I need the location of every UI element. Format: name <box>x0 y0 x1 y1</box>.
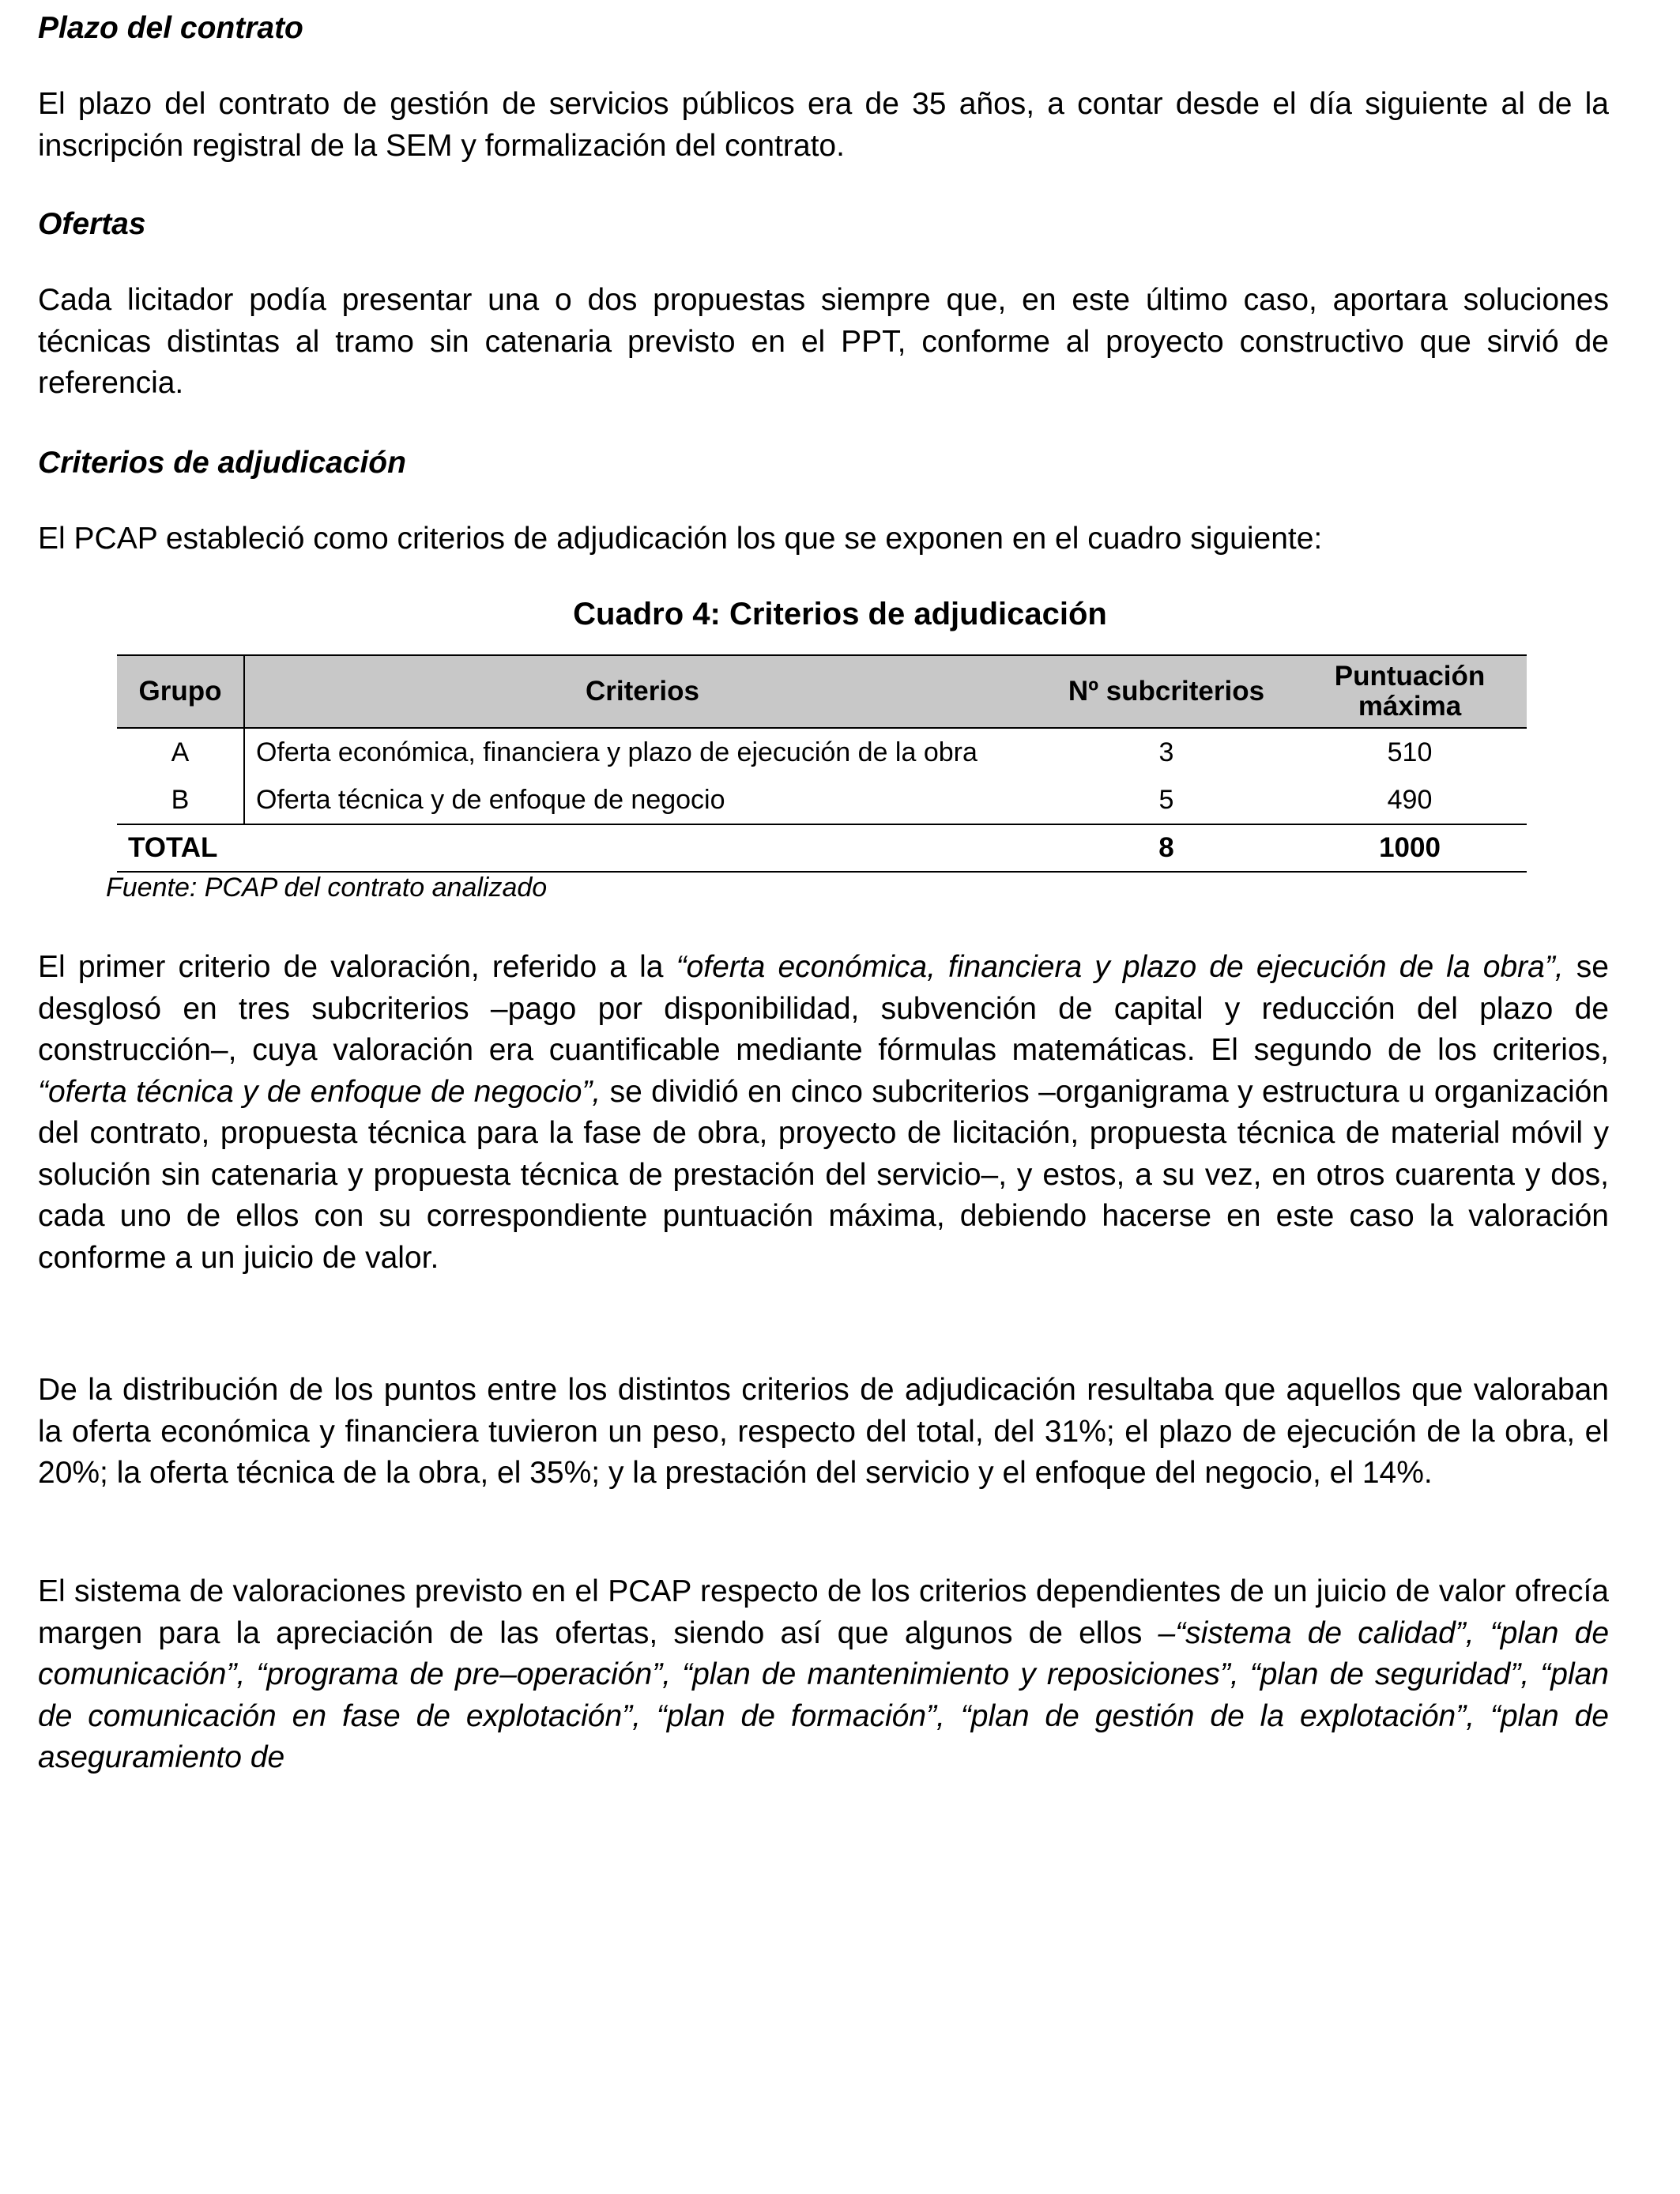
table-total-row <box>117 824 1527 872</box>
section-ofertas-body <box>38 280 1609 405</box>
text-run-italic: –“sistema de calidad”, “plan de comunicación”, “programa de pre–operación”, “plan de mantenimiento y reposiciones”, “plan de seguridad”, “plan de comunicación en fase de explotación”, “plan de formación”, “plan de gestión de la explotación”, “plan de aseguramiento de <box>38 1615 1610 1774</box>
header-grupo: Grupo <box>117 655 244 728</box>
cell-subcriterios: 3 <box>1158 737 1174 767</box>
section-heading: Plazo del contrato <box>38 11 303 45</box>
paragraph: De la distribución de los puntos entre los distintos criterios de adjudicación resultaba que aquellos que valoraban la oferta económica y financiera tuvieron un peso, respecto del total, del 31%; el plazo de ejecución de la obra, el 20%; la oferta técnica de la obra, el 35%; y la prestación del servicio y el enfoque del negocio, el 14%. <box>38 1373 1609 1490</box>
text-run: se desglosó en tres subcriterios –pago por disponibilidad, subvención de capital y reducción del plazo de construcción–, cuya valoración era cuantificable mediante fórmulas matemáticas. El segundo de los criterios, <box>38 950 1609 1067</box>
cell-criterio: Oferta económica, financiera y plazo de ejecución de la obra <box>256 737 977 767</box>
cell-grupo: A <box>117 728 244 776</box>
text-run-italic: “oferta técnica y de enfoque de negocio”, <box>38 1074 601 1109</box>
cell-total-puntuacion: 1000 <box>1293 824 1527 872</box>
table-source: Fuente: PCAP del contrato analizado <box>106 873 548 903</box>
paragraph: El PCAP estableció como criterios de adjudicación los que se exponen en el cuadro siguiente: <box>38 522 1323 556</box>
cell-puntuacion: 510 <box>1387 737 1433 767</box>
section-heading: Ofertas <box>38 207 146 241</box>
paragraph <box>38 947 1609 1279</box>
criteria-table <box>117 654 1527 873</box>
cell-subcriterios: 5 <box>1158 785 1174 815</box>
section-criterios <box>38 444 1609 482</box>
section-plazo-body <box>38 84 1609 167</box>
text-run: El primer criterio de valoración, referido a la <box>38 950 676 984</box>
text-run-italic: “oferta económica, financiera y plazo de ejecución de la obra”, <box>676 950 1564 984</box>
header-puntuacion <box>1293 655 1527 728</box>
header-subcriterios: Nº subcriterios <box>1040 655 1293 728</box>
paragraph-sistema-valoraciones <box>38 1571 1609 1779</box>
section-plazo <box>38 9 1609 47</box>
header-puntuacion-line2: máxima <box>1358 691 1462 722</box>
text-run: El sistema de valoraciones previsto en el PCAP respecto de los criterios dependientes de un juicio de valor ofrecía margen para la apreciación de las ofertas, siendo así que algunos de ellos <box>38 1574 1609 1650</box>
paragraph-primer-criterio <box>38 947 1609 1279</box>
paragraph: El plazo del contrato de gestión de servicios públicos era de 35 años, a contar desde el día siguiente al de la inscripción registral de la SEM y formalización del contrato. <box>38 87 1609 163</box>
text-run: se dividió en cinco subcriterios –organigrama y estructura u organización del contrato, propuesta técnica para la fase de obra, proyecto de licitación, propuesta técnica de material móvil y solución sin catenaria y propuesta técnica de prestación del servicio–, y estos, a su vez, en otros cuarenta y dos, cada uno de ellos con su correspondiente puntuación máxima, debiendo hacerse en este caso la valoración conforme a un juicio de valor. <box>38 1074 1609 1275</box>
table-caption: Cuadro 4: Criterios de adjudicación <box>573 597 1107 631</box>
section-heading: Criterios de adjudicación <box>38 446 406 480</box>
table-row <box>117 728 1527 776</box>
paragraph-distribucion <box>38 1370 1609 1495</box>
cell-puntuacion: 490 <box>1387 785 1433 815</box>
cell-criterio: Oferta técnica y de enfoque de negocio <box>256 785 725 815</box>
paragraph: Cada licitador podía presentar una o dos propuestas siempre que, en este último caso, aportara soluciones técnicas distintas al tramo sin catenaria previsto en el PPT, conforme al proyecto constructivo que sirvió de referencia. <box>38 283 1609 400</box>
table-header-row <box>117 655 1527 728</box>
section-ofertas <box>38 205 1609 243</box>
cell-total-label: TOTAL <box>117 824 1040 872</box>
cell-total-subcriterios: 8 <box>1040 824 1293 872</box>
header-puntuacion-line1: Puntuación <box>1334 661 1486 692</box>
section-criterios-intro <box>38 518 1609 560</box>
table-row <box>117 776 1527 824</box>
paragraph <box>38 1571 1609 1779</box>
header-criterios: Criterios <box>244 655 1040 728</box>
cell-grupo: B <box>117 776 244 824</box>
